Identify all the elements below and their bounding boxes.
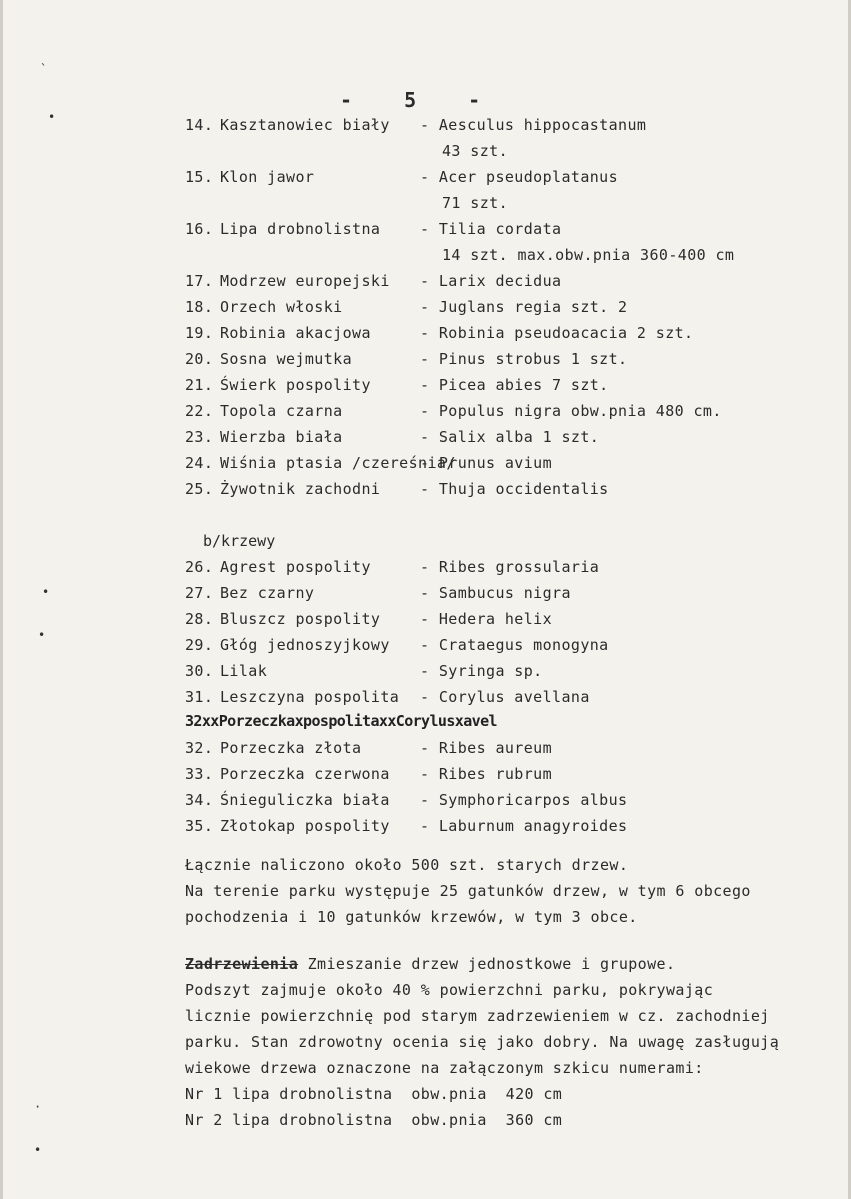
item-number: 28.	[185, 610, 214, 628]
margin-mark: •	[48, 110, 56, 124]
item-note: 14 szt. max.obw.pnia 360-400 cm	[442, 246, 735, 264]
common-name: Porzeczka czerwona	[220, 765, 390, 783]
margin-mark: •	[42, 585, 50, 599]
item-number: 23.	[185, 428, 214, 446]
description-line: Podszyt zajmuje około 40 % powierzchni parku, pokrywając	[185, 981, 714, 999]
margin-mark: •	[38, 628, 46, 642]
latin-name: - Ribes rubrum	[420, 765, 553, 783]
margin-mark: `	[40, 62, 48, 76]
latin-name: - Picea abies 7 szt.	[420, 376, 609, 394]
latin-name: - Larix decidua	[420, 272, 562, 290]
description-first-text: Zmieszanie drzew jednostkowe i grupowe.	[298, 955, 676, 973]
description-line: Nr 2 lipa drobnolistna obw.pnia 360 cm	[185, 1111, 563, 1129]
latin-name: - Syringa sp.	[420, 662, 543, 680]
item-number: 17.	[185, 272, 214, 290]
page-edge-left	[0, 0, 3, 1199]
common-name: Lipa drobnolistna	[220, 220, 381, 238]
common-name: Lilak	[220, 662, 268, 680]
common-name: Robinia akacjowa	[220, 324, 371, 342]
struck-word: Zadrzewienia	[185, 955, 299, 973]
common-name: Leszczyna pospolita	[220, 688, 400, 706]
common-name: Orzech włoski	[220, 298, 343, 316]
latin-name: - Symphoricarpos albus	[420, 791, 628, 809]
common-name: Świerk pospolity	[220, 376, 371, 394]
latin-name: - Acer pseudoplatanus	[420, 168, 619, 186]
common-name: Śnieguliczka biała	[220, 791, 390, 809]
common-name: Sosna wejmutka	[220, 350, 353, 368]
latin-name: - Juglans regia szt. 2	[420, 298, 628, 316]
summary-line: pochodzenia i 10 gatunków krzewów, w tym 3 obce.	[185, 908, 638, 926]
common-name: Kasztanowiec biały	[220, 116, 390, 134]
item-number: 35.	[185, 817, 214, 835]
item-number: 25.	[185, 480, 214, 498]
latin-name: - Pinus strobus 1 szt.	[420, 350, 628, 368]
struck-out-line: 32xxPorzeczkaxpospolitaxxCorylusxavel	[185, 712, 497, 730]
latin-name: - Thuja occidentalis	[420, 480, 609, 498]
latin-name: - Laburnum anagyroides	[420, 817, 628, 835]
item-number: 24.	[185, 454, 214, 472]
item-number: 19.	[185, 324, 214, 342]
latin-name: - Hedera helix	[420, 610, 553, 628]
item-number: 20.	[185, 350, 214, 368]
item-number: 29.	[185, 636, 214, 654]
description-first-line	[185, 955, 675, 973]
latin-name: - Tilia cordata	[420, 220, 562, 238]
latin-name: - Salix alba 1 szt.	[420, 428, 600, 446]
item-number: 33.	[185, 765, 214, 783]
latin-name: - Robinia pseudoacacia 2 szt.	[420, 324, 694, 342]
item-number: 18.	[185, 298, 214, 316]
summary-line: Na terenie parku występuje 25 gatunków drzew, w tym 6 obcego	[185, 882, 751, 900]
common-name: Bez czarny	[220, 584, 315, 602]
item-number: 21.	[185, 376, 214, 394]
common-name: Złotokap pospolity	[220, 817, 390, 835]
common-name: Klon jawor	[220, 168, 315, 186]
latin-name: - Sambucus nigra	[420, 584, 571, 602]
description-line: licznie powierzchnię pod starym zadrzewieniem w cz. zachodniej	[185, 1007, 770, 1025]
item-number: 15.	[185, 168, 214, 186]
common-name: Modrzew europejski	[220, 272, 390, 290]
item-number: 14.	[185, 116, 214, 134]
shrubs-heading: b/krzewy	[203, 532, 276, 550]
latin-name: - Populus nigra obw.pnia 480 cm.	[420, 402, 722, 420]
description-line: wiekowe drzewa oznaczone na załączonym szkicu numerami:	[185, 1059, 704, 1077]
common-name: Topola czarna	[220, 402, 343, 420]
item-number: 30.	[185, 662, 214, 680]
latin-name: - Corylus avellana	[420, 688, 590, 706]
item-number: 26.	[185, 558, 214, 576]
latin-name: - Ribes grossularia	[420, 558, 600, 576]
margin-mark: •	[34, 1143, 42, 1157]
latin-name: - Prunus avium	[420, 454, 553, 472]
summary-line: Łącznie naliczono około 500 szt. starych drzew.	[185, 856, 629, 874]
item-note: 71 szt.	[442, 194, 509, 212]
common-name: Wiśnia ptasia /czereśnia/	[220, 454, 456, 472]
item-number: 31.	[185, 688, 214, 706]
item-number: 34.	[185, 791, 214, 809]
item-number: 27.	[185, 584, 214, 602]
common-name: Głóg jednoszyjkowy	[220, 636, 390, 654]
latin-name: - Aesculus hippocastanum	[420, 116, 647, 134]
item-number: 22.	[185, 402, 214, 420]
common-name: Agrest pospolity	[220, 558, 371, 576]
latin-name: - Crataegus monogyna	[420, 636, 609, 654]
item-number: 32.	[185, 739, 214, 757]
latin-name: - Ribes aureum	[420, 739, 553, 757]
common-name: Bluszcz pospolity	[220, 610, 381, 628]
item-note: 43 szt.	[442, 142, 509, 160]
item-number: 16.	[185, 220, 214, 238]
common-name: Porzeczka złota	[220, 739, 362, 757]
page-number: - 5 -	[340, 88, 501, 112]
description-line: parku. Stan zdrowotny ocenia się jako dobry. Na uwagę zasługują	[185, 1033, 780, 1051]
description-line: Nr 1 lipa drobnolistna obw.pnia 420 cm	[185, 1085, 563, 1103]
common-name: Żywotnik zachodni	[220, 480, 381, 498]
common-name: Wierzba biała	[220, 428, 343, 446]
margin-mark: ·	[34, 1100, 42, 1114]
